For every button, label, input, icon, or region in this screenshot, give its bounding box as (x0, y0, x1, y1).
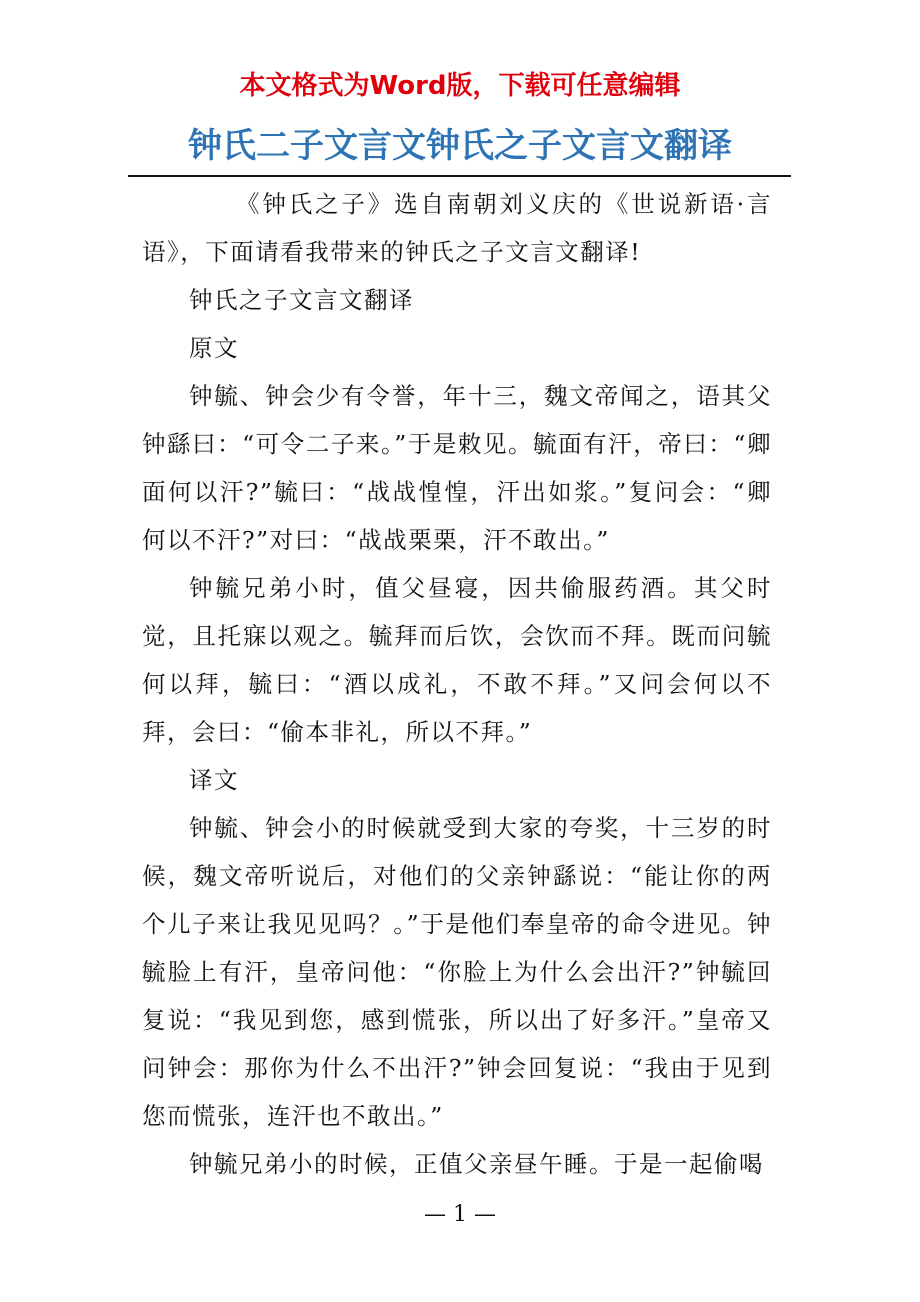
intro-paragraph: 《钟氏之子》选自南朝刘义庆的《世说新语·言语》，下面请看我带来的钟氏之子文言文翻译! (142, 190, 772, 266)
title-divider (128, 175, 791, 177)
translation-paragraph-2: 钟毓兄弟小的时候，正值父亲昼午睡。于是一起偷喝 (189, 1150, 764, 1178)
original-paragraph-2: 钟毓兄弟小时，值父昼寝，因共偷服药酒。其父时觉，且托寐以观之。毓拜而后饮，会饮而不拜。既而问毓何以拜，毓曰：“酒以成礼，不敢不拜。”又问会何以不拜，会曰：“偷本非礼，所以不拜。” (142, 574, 772, 746)
section-heading-translation: 钟氏之子文言文翻译 (189, 286, 414, 314)
document-body (142, 180, 772, 1188)
section-heading-translated: 译文 (189, 766, 239, 794)
original-paragraph-1: 钟毓、钟会少有令誉，年十三，魏文帝闻之，语其父钟繇曰：“可令二子来。”于是敕见。毓面有汗，帝曰：“卿面何以汗?”毓曰：“战战惶惶，汗出如浆。”复问会：“卿何以不汗?”对曰：“战战栗栗，汗不敢出。” (142, 382, 772, 554)
download-banner: 本文格式为Word版，下载可任意编辑 (239, 71, 681, 101)
page-number: — 1 — (424, 1202, 496, 1227)
document-title: 钟氏二子文言文钟氏之子文言文翻译 (188, 126, 732, 166)
translation-paragraph-1: 钟毓、钟会小的时候就受到大家的夸奖，十三岁的时候，魏文帝听说后，对他们的父亲钟繇说：“能让你的两个儿子来让我见见吗？。”于是他们奉皇帝的命令进见。钟毓脸上有汗，皇帝问他：“你脸上为什么会出汗?”钟毓回复说：“我见到您，感到慌张，所以出了好多汗。”皇帝又问钟会：那你为什么不出汗?”钟会回复说：“我由于见到您而慌张，连汗也不敢出。” (142, 814, 772, 1130)
section-heading-original: 原文 (189, 334, 239, 362)
